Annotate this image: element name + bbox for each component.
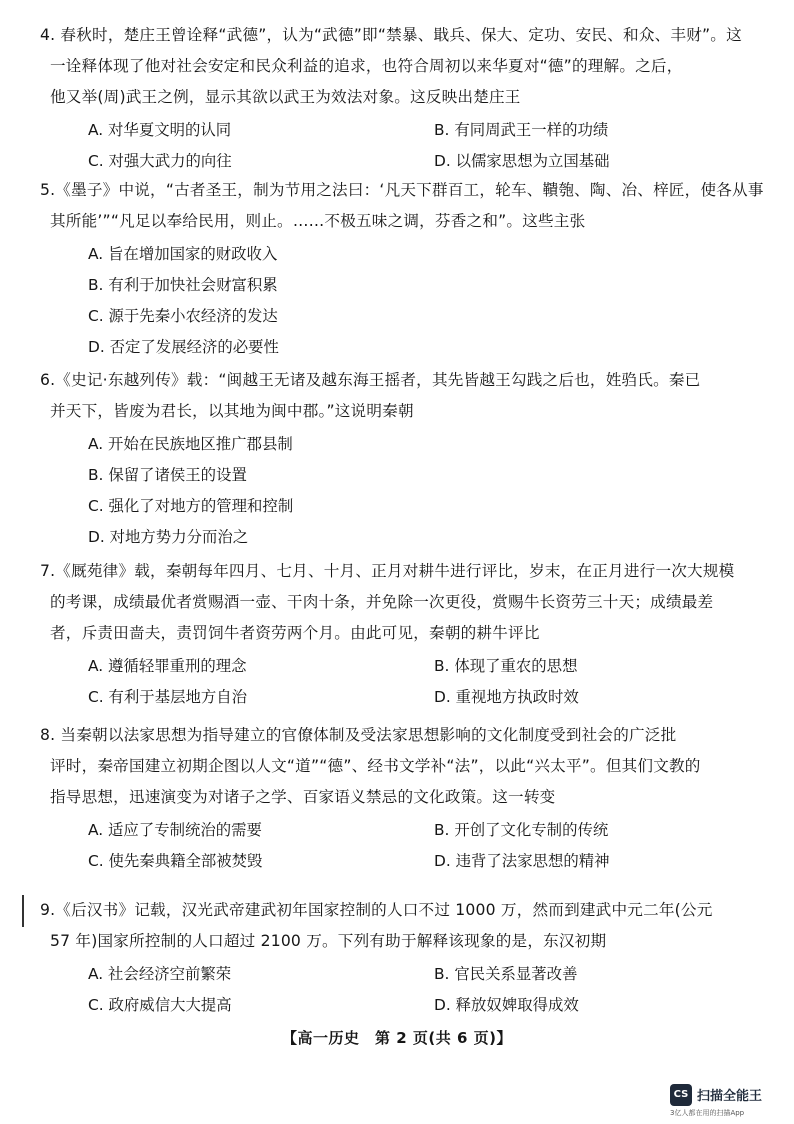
- option-d: D. 以儒家思想为立国基础: [434, 152, 610, 170]
- scanner-tagline: 3亿人都在用的扫描App: [670, 1109, 745, 1117]
- page-footer: 【高一历史 第 2 页(共 6 页)】: [282, 1029, 512, 1047]
- option-b: B. 保留了诸侯王的设置: [88, 466, 247, 484]
- stem-line: 57 年)国家所控制的人口超过 2100 万。下列有助于解释该现象的是，东汉初期: [50, 932, 607, 950]
- stem-line: 其所能’”“凡足以奉给民用，则止。……不极五味之调，芬香之和”。这些主张: [50, 212, 586, 230]
- stem-line: 4. 春秋时，楚庄王曾诠释“武德”，认为“武德”即“禁暴、戢兵、保大、定功、安民、和众、丰财”。这: [40, 26, 742, 44]
- option-c: C. 有利于基层地方自治: [88, 688, 248, 706]
- options: [40, 239, 780, 363]
- question-stem: [40, 20, 780, 113]
- option-b: B. 有利于加快社会财富积累: [88, 276, 278, 294]
- option-d: D. 违背了法家思想的精神: [434, 852, 610, 870]
- stem-line: 8. 当秦朝以法家思想为指导建立的官僚体制及受法家思想影响的文化制度受到社会的广泛批: [40, 726, 677, 744]
- options: [40, 115, 780, 177]
- stem-line: 评时，秦帝国建立初期企图以人文“道”“德”、经书文学补“法”，以此“兴太平”。但其们文教的: [50, 757, 701, 775]
- option-b: B. 官民关系显著改善: [434, 965, 578, 983]
- option-c: C. 使先秦典籍全部被焚毁: [88, 852, 263, 870]
- question-7: [40, 556, 780, 713]
- camscanner-logo-icon: CS: [670, 1084, 692, 1106]
- option-c: C. 强化了对地方的管理和控制: [88, 497, 294, 515]
- option-a: A. 开始在民族地区推广郡县制: [88, 435, 293, 453]
- stem-line: 6.《史记·东越列传》载：“闽越王无诸及越东海王摇者，其先皆越王勾践之后也，姓驺氏。秦已: [40, 371, 701, 389]
- option-b: B. 开创了文化专制的传统: [434, 821, 609, 839]
- question-5: [40, 175, 780, 363]
- option-a: A. 旨在增加国家的财政收入: [88, 245, 278, 263]
- options: [40, 651, 780, 713]
- question-8: [40, 720, 780, 877]
- option-d: D. 重视地方执政时效: [434, 688, 579, 706]
- options: [40, 815, 780, 877]
- option-a: A. 适应了专制统治的需要: [88, 821, 262, 839]
- stem-line: 的考课，成绩最优者赏赐酒一壶、干肉十条，并免除一次更役，赏赐牛长资劳三十天；成绩最差: [50, 593, 714, 611]
- option-c: C. 政府威信大大提高: [88, 996, 232, 1014]
- stem-line: 他又举(周)武王之例，显示其欲以武王为效法对象。这反映出楚庄王: [50, 88, 521, 106]
- option-d: D. 否定了发展经济的必要性: [88, 338, 279, 356]
- question-9: [40, 895, 780, 1021]
- option-d: D. 对地方势力分而治之: [88, 528, 249, 546]
- options: [40, 429, 780, 553]
- scanner-app-name: 扫描全能王: [697, 1089, 763, 1104]
- question-4: [40, 20, 780, 177]
- stem-line: 5.《墨子》中说，“古者圣王，制为节用之法曰：‘凡天下群百工，轮车、鞼匏、陶、冶、梓匠，使各从事: [40, 181, 764, 199]
- option-b: B. 有同周武王一样的功绩: [434, 121, 609, 139]
- question-6: [40, 365, 780, 553]
- stem-line: 指导思想，迅速演变为对诸子之学、百家语义禁忌的文化政策。这一转变: [50, 788, 556, 806]
- stem-line: 9.《后汉书》记载，汉光武帝建武初年国家控制的人口不过 1000 万，然而到建武中元二年(公元: [40, 901, 713, 919]
- option-a: A. 社会经济空前繁荣: [88, 965, 232, 983]
- stem-line: 7.《厩苑律》载，秦朝每年四月、七月、十月、正月对耕牛进行评比，岁末，在正月进行一次大规模: [40, 562, 735, 580]
- margin-mark: [22, 895, 24, 927]
- option-c: C. 源于先秦小农经济的发达: [88, 307, 278, 325]
- option-c: C. 对强大武力的向往: [88, 152, 232, 170]
- option-a: A. 对华夏文明的认同: [88, 121, 232, 139]
- stem-line: 并天下，皆废为君长，以其地为闽中郡。”这说明秦朝: [50, 402, 414, 420]
- option-b: B. 体现了重农的思想: [434, 657, 578, 675]
- option-a: A. 遵循轻罪重刑的理念: [88, 657, 247, 675]
- question-stem: [40, 720, 780, 813]
- question-stem: [40, 365, 780, 427]
- question-stem: [40, 556, 780, 649]
- option-d: D. 释放奴婢取得成效: [434, 996, 579, 1014]
- stem-line: 者，斥责田啬夫，责罚饲牛者资劳两个月。由此可见，秦朝的耕牛评比: [50, 624, 540, 642]
- question-stem: [40, 175, 780, 237]
- stem-line: 一诠释体现了他对社会安定和民众利益的追求，也符合周初以来华夏对“德”的理解。之后，: [50, 57, 683, 75]
- scanner-watermark: [670, 1080, 782, 1120]
- options: [40, 959, 780, 1021]
- question-stem: [40, 895, 780, 957]
